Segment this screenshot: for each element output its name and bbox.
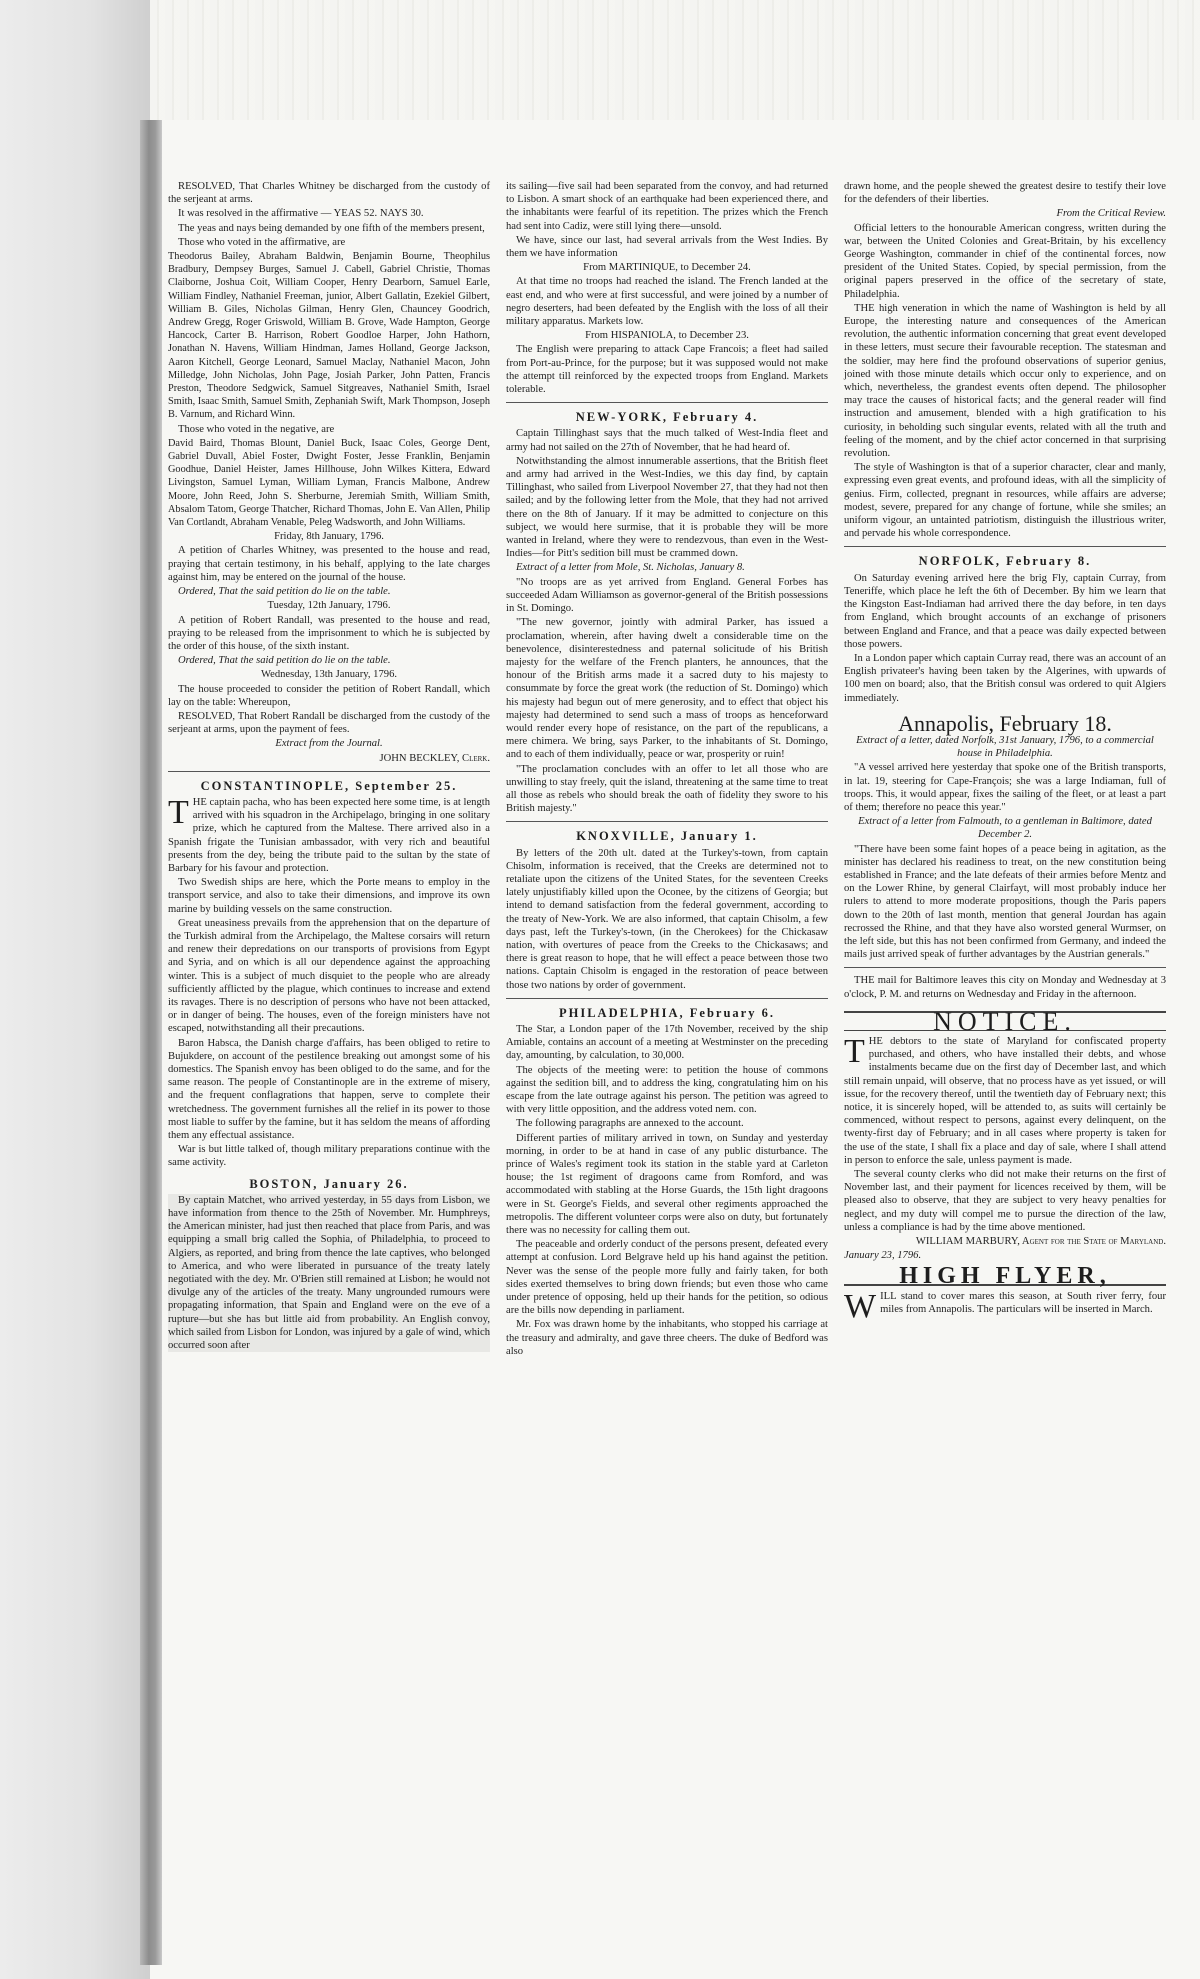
paragraph: The house proceeded to consider the petition of Robert Randall, which lay on the table: Whereupon, [168, 683, 490, 708]
paragraph: its sailing—five sail had been separated from the convoy, and had returned to Lisbon. A smart shock of an earthquake had been experienced there, and the inhabitants were fearful of its repetition. The prizes which the French had sent into Cadiz, were still lying there—unsold. [506, 181, 828, 232]
paragraph: At that time no troops had reached the island. The French landed at the east end, and who were at first successful, and were joined by a number of negro deserters, had been defeated by the English with the loss of all their military apparatus. Markets low. [506, 276, 828, 328]
paragraph: WILL stand to cover mares this season, at South river ferry, four miles from Annapolis. The particulars will be inserted in March. [844, 1287, 1166, 1325]
notice-heading: NOTICE. [844, 1011, 1166, 1031]
yeas-list: Theodorus Bailey, Abraham Baldwin, Benjamin Bourne, Theophilus Bradbury, Dempsey Burges, Samuel J. Cabell, Gabriel Christie, Thomas Claiborne, Joshua Coit, William Cooper, Henry Dearborn, Samuel Earle, William Findley, Nathaniel Freeman, junior, Albert Gallatin, Ezekiel Gilbert, William B. Giles, Nicholas Gilman, Henry Glen, Chauncey Goodrich, Andrew Gregg, Roger Griswold, William B. Grove, Wade Hampton, George Hancock, Carter B. Harrison, Robert Goodloe Harper, John Hathorn, Jonathan N. Havens, William Hindman, James Holland, George Jackson, Aaron Kitchell, George Leonard, Samuel Maclay, Nathaniel Macon, John Milledge, John Nicholas, John Page, Josiah Parker, John Patten, Francis Preston, Theodore Sedgwick, Samuel Sitgreaves, Nathaniel Smith, Israel Smith, Isaac Smith, Samuel Smith, Zephaniah Swift, Mark Thompson, Joseph B. Varnum, and Richard Winn. [168, 251, 490, 421]
paragraph: By letters of the 20th ult. dated at the Turkey's-town, from captain Chisolm, information is received, that the Creeks are determined not to retaliate upon the citizens of the United States, for the seventeen Creeks lately unjustifiably killed upon the Oconee, by the citizens of Georgia; but intend to demand satisfaction from the federal government, according to the treaty of New-York. We are also informed, that captain Chisolm, a few days past, left the Turkey's-town, (in the Cherokees) for the Chickasaw nation, with overtures of peace from the Creeks to the Chickasaws; and there is great reason to hope, that he will effect a peace between those two nations. Captain Chisolm is engaged in the restoration of peace between those two nations by order of government. [506, 847, 828, 991]
drop-cap: T [844, 1032, 865, 1070]
paragraph: "The proclamation concludes with an offer to let all those who are unwilling to stay freely, quit the island, threatening at the same time to treat all those as rebels who should break the oath of fidelity they swore to his British majesty." [506, 763, 828, 815]
paragraph: "There have been some faint hopes of a peace being in agitation, as the minister has declared his readiness to treat, on the new constitution being established in France; and the late defeats of their armies before Mentz and on the Lower Rhine, by general Clairfayt, will most probably induce her rulers to attend to more moderate propositions, though the Paris papers down to the 20th of last month, mention that general Jourdan has again recrossed the Rhine, and that they have also worsted general Wurmser, on the left side, but this has not been confirmed from Germany, and indeed the mails just arrived speak of further advantages by the Austrian generals." [844, 843, 1166, 961]
heading-knoxville: KNOXVILLE, January 1. [576, 829, 758, 844]
subheading-hispaniola: From HISPANIOLA, to December 23. [585, 330, 749, 342]
paragraph: The several county clerks who did not make their returns on the first of November last, and their payment for licences received by them, will be pleased also to observe, that they are subject to very heavy penalties for neglect, and my duty will compel me to pursue the direction of the law, unless a compliance is had by the time above mentioned. [844, 1169, 1166, 1233]
drop-cap: T [168, 793, 189, 831]
vote-result: It was resolved in the affirmative — YEAS 52. NAYS 30. [178, 208, 424, 220]
journal-extract: Extract from the Journal. [275, 738, 383, 750]
order-line: Ordered, That the said petition do lie on the table. [178, 586, 391, 598]
clerk-signature: JOHN BECKLEY, Clerk. [379, 752, 490, 764]
source-line: From the Critical Review. [1056, 208, 1166, 220]
paragraph: The style of Washington is that of a superior character, clear and manly, expressing even great events, and profound ideas, with all the simplicity of genius. Firm, collected, pregnant in resources, while affairs are adverse; modest, severe, prepared for any change of fortune, while she smiles; an uniform vigour, an untainted patriotism, distinguish the illustrious writer, and pervade his whole correspondence. [844, 462, 1166, 540]
paragraph: The Star, a London paper of the 17th November, received by the ship Amiable, contains an account of a meeting at Westminster on the preceding day, amounting, by calculation, to 30,000. [506, 1023, 828, 1062]
paragraph: Different parties of military arrived in town, on Sunday and yesterday morning, in order to be at hand in case of any public disturbance. The prince of Wales's regiment took its station in the stable yard at Carleton house; the 1st regiment of dragoons came from Romford, and was accommodated with stabling at the Horse Guards, the 15th light dragoons were in St. George's Fields, and several other regiments approached the metropolis. The different volunteer corps were also on duty, but fortunately there was no necessity for calling them out. [506, 1132, 828, 1237]
paragraph: A petition of Robert Randall, was presented to the house and read, praying to be released from the imprisonment to which he is subjected by the order of this house, of the sixth instant. [168, 614, 490, 652]
extract-heading: Extract of a letter, dated Norfolk, 31st January, 1796, to a commercial house in Philadelphia. [856, 734, 1154, 760]
heading-new-york: NEW-YORK, February 4. [575, 410, 759, 425]
newspaper-page [168, 180, 1178, 1970]
divider [506, 821, 828, 822]
paragraph: Notwithstanding the almost innumerable assertions, that the British fleet and army had arrived in the West-Indies, we this day find, by captain Tillinghast, who sailed from Liverpool November 27, that they had not then sailed; and by the following letter from the Mole, that they had not arrived there on the 8th of January. If it may be admitted to conjecture on this subject, we would here surmise, that it is probable they will be more wanted in Ireland, where they were to rendezvous, than even in the West-Indies—for Pitt's sedition bill must be crammed down. [506, 455, 828, 560]
paragraph: Two Swedish ships are here, which the Porte means to employ in the transport service, and also to take their dimensions, and improve its own marine by building vessels on the same construction. [168, 877, 490, 915]
paragraph: Mr. Fox was drawn home by the inhabitants, who stopped his carriage at the treasury and admiralty, and gave three cheers. The duke of Bedford was also [506, 1319, 828, 1357]
paragraph: The peaceable and orderly conduct of the persons present, defeated every attempt at confusion. Lord Belgrave held up his hand against the petition. Never was the sense of the people more fully and fairly taken, for both sides exerted themselves to bring down friends; but even those who came under pretence of opposing, held up their hands for the petition, so odious are the bills now depending in parliament. [506, 1239, 828, 1317]
scan-margin [0, 0, 150, 1979]
paragraph: "No troops are as yet arrived from England. General Forbes has succeeded Adam Williamson as governor-general of the British possessions in St. Domingo. [506, 576, 828, 615]
paragraph: THE captain pacha, who has been expected here some time, is at length arrived with his squadron in the Archipelago, bringing in one solitary prize, which he captured from the Maltese. There arrived also in a Spanish frigate the Tunisian ambassador, with very rich and beautiful presents from the dey, being the tribute paid to the sultan by the state of Barbary for his favour and protection. [168, 793, 490, 874]
divider [844, 546, 1166, 547]
notice-date: January 23, 1796. [844, 1250, 922, 1262]
paragraph: War is but little talked of, though military preparations continue with the same activity. [168, 1144, 490, 1169]
date-line: Tuesday, 12th January, 1796. [267, 600, 391, 612]
paragraph: Great uneasiness prevails from the apprehension that on the departure of the Turkish admiral from the Archipelago, the Maltese corsairs will return and renew their depredations on our transports of provisions from Egypt and Syria, and on which is all our dependence against the approaching winter. This is a subject of much disquiet to the people who are already sufficiently afflicted by the plague, which continues to increase and extend its ravages. There is no description of persons who have not been attacked, or in danger of being. The houses, even of the foreign ministers have not escaped, notwithstanding all their precautions. [168, 917, 490, 1035]
paragraph: The following paragraphs are annexed to the account. [516, 1118, 744, 1130]
heading-constantinople: CONSTANTINOPLE, September 25. [200, 778, 458, 793]
high-flyer-heading: HIGH FLYER, [844, 1270, 1166, 1285]
mail-notice: THE mail for Baltimore leaves this city on Monday and Wednesday at 3 o'clock, P. M. and returns on Wednesday and Friday in the afternoon. [844, 975, 1166, 1000]
subheading-martinique: From MARTINIQUE, to December 24. [583, 262, 751, 274]
paragraph: "A vessel arrived here yesterday that spoke one of the British transports, in lat. 19, steering for Cape-François; she was a large Indiaman, full of troops. This, it would appear, fixes the sailing of the fleet, or at least a part of them; therefore no peace this year." [844, 762, 1166, 813]
paragraph: Baron Habsca, the Danish charge d'affairs, has been obliged to retire to Bujukdere, on account of the pestilence breaking out amongst some of his domestics. The Spanish envoy has been obliged to do the same, and for the same reason. The people of Constantinople are in the extreme of misery, and the frequent conflagrations that happen, serve to complete their wretchedness. The government furnishes all the relief in its power to those most liable to suffer by the famine, but it has seldom the means of affording them any effectual assistance. [168, 1037, 490, 1142]
paragraph: THE debtors to the state of Maryland for confiscated property purchased, and others, who have installed their debts, and whose instalments became due on the first day of December last, and which still remain unpaid, will observe, that no process have as yet issued, or will issue, for the recovery thereof, until the twentieth day of February next; this notice, it is sincerely hoped, will be attended to, as suits will certainly be commenced, without respect to persons, against every delinquent, on the twenty-first day of February; and in all cases where property is taken for the use of the state, I shall fix a place and day of sale, where I shall attend in person to enforce the sale, unless payment is made. [844, 1032, 1166, 1166]
paragraph: Official letters to the honourable American congress, written during the war, between the United Colonies and Great-Britain, by his excellency George Washington, commander in chief of the continental forces, now president of the United States. Copied, by special permission, from the original papers preserved in the office of the secretary of state, Philadelphia. [844, 222, 1166, 300]
binding-spine [140, 120, 162, 1965]
paragraph: By captain Matchet, who arrived yesterday, in 55 days from Lisbon, we have information from thence to the 25th of November. Mr. Humphreys, the American minister, had just then reached that place from Paris, and was equipping a small brig called the Sophia, of Philadelphia, to proceed to Algiers, as reported, and bring from thence the late captives, who belonged to America, and who were liberated in pursuance of the treaty lately negotiated with the dey. Mr. O'Brien still remained at Lisbon; he would not divulge any of the articles of the treaty. Many ungrounded rumours were propagating information, that Spain and England were on the eve of a rupture—but she has but little aid from probability. An English convoy, which sailed from Lisbon for London, was injured by a gale of wind, which occurred soon after [168, 1194, 490, 1352]
paragraph: The yeas and nays being demanded by one fifth of the members present, [178, 222, 485, 234]
order-line: Ordered, That the said petition do lie on the table. [178, 655, 391, 667]
heading-norfolk: NORFOLK, February 8. [918, 554, 1092, 569]
date-line: Wednesday, 13th January, 1796. [260, 669, 398, 681]
agent-signature: WILLIAM MARBURY, Agent for the State of Maryland. [915, 1236, 1166, 1248]
column-1 [168, 180, 490, 1353]
nays-list: David Baird, Thomas Blount, Daniel Buck, Isaac Coles, George Dent, Gabriel Duvall, Abiel Foster, Dwight Foster, Jesse Franklin, Benjamin Goodhue, Daniel Heister, James Hillhouse, John Wilkes Kittera, Edward Livingston, Samuel Lyman, William Lyman, Francis Malbone, Andrew Moore, John Reed, John S. Sherburne, Jeremiah Smith, William Smith, Absalom Tatom, George Thatcher, Richard Thomas, John E. Van Allen, Philip Van Cortlandt, Abraham Venable, Peleg Wadsworth, and John Williams. [168, 437, 490, 529]
scan-top-noise [150, 0, 1200, 120]
divider [844, 967, 1166, 968]
paragraph: Those who voted in the affirmative, are [178, 236, 346, 248]
column-2 [506, 180, 828, 1359]
paragraph: RESOLVED, That Robert Randall be discharged from the custody of the serjeant at arms, upon the payment of fees. [168, 710, 490, 736]
date-line: Friday, 8th January, 1796. [274, 531, 384, 543]
heading-annapolis: Annapolis, February 18. [898, 710, 1112, 736]
resolution-text: RESOLVED, That Charles Whitney be discharged from the custody of the serjeant at arms. [168, 181, 490, 206]
divider [168, 771, 490, 772]
column-3 [844, 180, 1166, 1325]
heading-philadelphia: PHILADELPHIA, February 6. [559, 1005, 775, 1020]
paragraph: We have, since our last, had several arrivals from the West Indies. By them we have information [506, 234, 828, 260]
paragraph: In a London paper which captain Curray read, there was an account of an English privateer's having been taken by the Algerines, with upwards of 100 men on board; also, that the British consul was ordered to quit Algiers immediately. [844, 652, 1166, 704]
divider [506, 402, 828, 403]
paragraph: The English were preparing to attack Cape Francois; a fleet had sailed from Port-au-Prince, for the purpose; but it was supposed would not make the attempt till reinforced by the expected troops from England. Markets tolerable. [506, 344, 828, 396]
extract-heading: Extract of a letter from Mole, St. Nicholas, January 8. [516, 562, 745, 574]
drop-cap: W [844, 1287, 877, 1325]
paragraph: Captain Tillinghast says that the much talked of West-India fleet and army had not sailed on the 27th of November, that he had heard of. [506, 428, 828, 453]
paragraph: THE high veneration in which the name of Washington is held by all Europe, the interesting nature and consequences of the American revolution, the authentic information concerning that great event developed in these letters, must secure their favourable reception. The statesman and the soldier, may here find the profound observations of superior genius, joined with those minute details which occur only to experience, and on which, nevertheless, the grandest events often depend. The philosopher may trace the causes of historical facts; and the general reader will find instruction and amusement, blended with a high gratification to his curiosity, in beholding such singular events, related with all the truth and feeling of the moment, and by the chief actor concerned in that surprising revolution. [844, 302, 1166, 460]
divider [506, 998, 828, 999]
paragraph: "The new governor, jointly with admiral Parker, has issued a proclamation, wherein, after having dwelt a considerable time on the benevolence, disinterestedness and paternal solicitude of his British majesty for the welfare of the French planters, he announces, that the honour of the British arms made it a sacred duty to his majesty to consummate by force the great work (the reduction of St. Domingo) which his majesty had begun out of mere generosity, and to effect that object his majesty had determined to send such a mass of troops as henceforward would render every hope of resistance, on the part of the republicans, a mere chimera. We bring, says Parker, to the inhabitants of St. Domingo, and to each of them individually, peace or war, prosperity or ruin! [506, 617, 828, 761]
paragraph: On Saturday evening arrived here the brig Fly, captain Curray, from Teneriffe, which place he left the 6th of December. By him we learn that the Kingston East-Indiaman had arrived there the day before, in ten days from England, which brought accounts of an exchange of prisoners between England and France, and that a peace was daily expected between those powers. [844, 572, 1166, 650]
paragraph: Those who voted in the negative, are [178, 423, 335, 435]
heading-boston: BOSTON, January 26. [249, 1176, 409, 1191]
paragraph: drawn home, and the people shewed the greatest desire to testify their love for the defenders of their liberties. [844, 181, 1166, 206]
paragraph: A petition of Charles Whitney, was presented to the house and read, praying that certain testimony, in his behalf, applying to the late charges against him, may be entered on the journal of the house. [168, 545, 490, 583]
extract-heading: Extract of a letter from Falmouth, to a gentleman in Baltimore, dated December 2. [858, 816, 1152, 841]
paragraph: The objects of the meeting were: to petition the house of commons against the sedition bill, and to address the king, congratulating him on his escape from the late outrage against his person. The petition was agreed to with very little opposition, and the address voted nem. con. [506, 1064, 828, 1116]
